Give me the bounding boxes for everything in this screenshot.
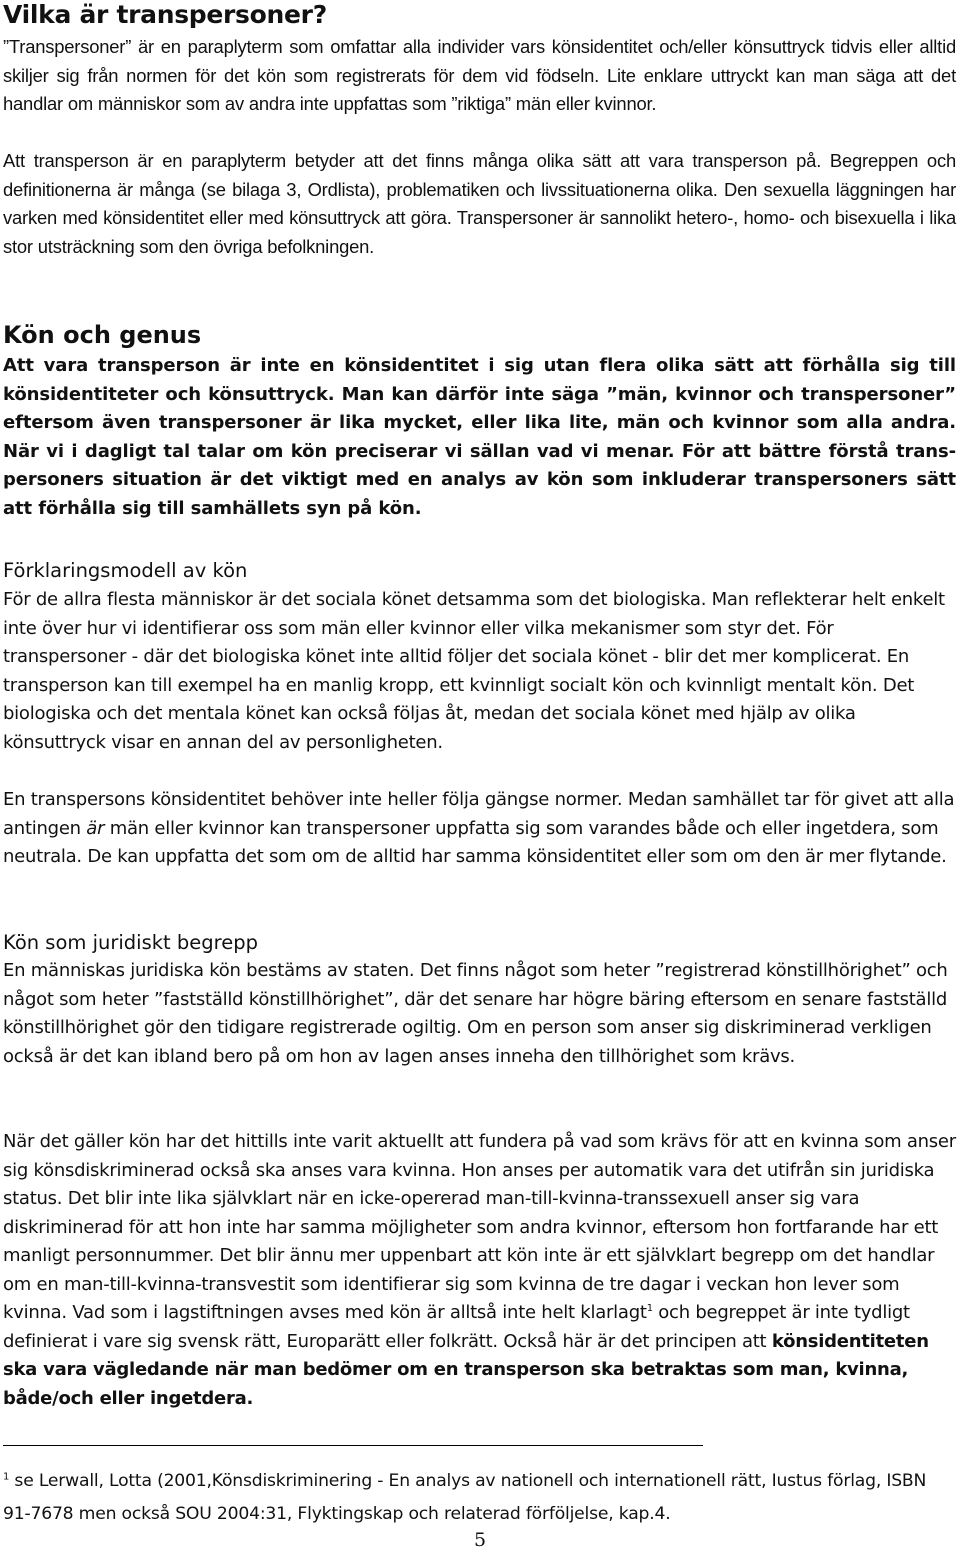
heading-kon-och-genus: Kön och genus [3, 321, 202, 349]
footnote-reference: 1 [646, 1303, 653, 1314]
juridiskt-paragraph-1: En människas juridiska kön bestäms av staten. Det finns något som heter ”registrerad könstillhörighet” och något som heter ”fastställd könstillhörighet”, där det senare har högre bäring eftersom en senare fastställd könstillhörighet gör den tidigare registrerade ogiltig. Om en person som anser sig diskriminerad verkligen också är det kan ibland bero på om hon av lagen anses inneha den tillhörighet som krävs. [3, 960, 948, 1067]
heading-juridiskt: Kön som juridiskt begrepp [3, 931, 258, 954]
kon-och-genus-paragraph: Att vara transperson är inte en könsidentitet i sig utan flera olika sätt att förhålla sig till könsidentiteter och könsuttryck. Man kan därför inte säga ”män, kvinnor och transpersoner” eftersom även transpersoner är lika mycket, eller lika lite, män och kvinnor som alla andra. När vi i dagligt tal talar om kön preciserar vi sällan vad vi menar. För att bättre förstå trans-personers situation är det viktigt med en analys av kön som inkluderar transpersoners sätt att förhålla sig till samhällets syn på kön. [3, 355, 956, 519]
forklaringsmodell-paragraph-1: För de allra flesta människor är det sociala könet detsamma som det biologiska. Man reflekterar helt enkelt inte över hur vi identifierar oss som män eller kvinnor eller vilka mekanismer som styr det. För transpersoner - där det biologiska könet inte alltid följer det sociala könet - blir det mer komplicerat. En transperson kan till exempel ha en manlig kropp, ett kvinnligt socialt kön och kvinnligt mentalt kön. Det biologiska och det mentala könet kan också följas åt, medan det sociala könet med hjälp av olika könsuttryck visar en annan del av personligheten. [3, 589, 945, 753]
intro-paragraph-1: ”Transpersoner” är en paraplyterm som omfattar alla individer vars könsidentitet och/eller könsuttryck tidvis eller alltid skiljer sig från normen för det kön som registrerats för dem vid födseln. Lite enklare uttryckt kan man säga att det handlar om människor som av andra inte uppfattas som ”riktiga” män eller kvinnor. [3, 36, 956, 115]
heading-forklaringsmodell: Förklaringsmodell av kön [3, 559, 248, 582]
footnote-divider [3, 1445, 703, 1446]
forklaringsmodell-paragraph-2: En transpersons könsidentitet behöver inte heller följa gängse normer. Medan samhället tar för givet att alla antingen är män eller kvinnor kan transpersoner uppfatta sig som varandes både och eller ingetdera, som neutrala. De kan uppfatta det som om de alltid har samma könsidentitet eller som om den är mer flytande. [3, 789, 955, 867]
footnote: $^1$ se Lerwall, Lotta (2001,Könsdiskriminering - En analys av nationell och internationell rätt, Iustus förlag, ISBN 91-7678 men också SOU 2004:31, Flyktingskap och relaterad förföljelse, kap.4. [3, 1471, 927, 1524]
juridiskt-paragraph-2: När det gäller kön har det hittills inte varit aktuellt att fundera på vad som krävs för att en kvinna som anser sig könsdiskriminerad också ska anses vara kvinna. Hon anses per automatik vara det utifrån sin juridiska status. Det blir inte lika självklart när en icke-opererad man-till-kvinna-transsexuell anser sig vara diskriminerad för att hon inte har samma möjligheter som andra kvinnor, eftersom hon fortfarande har ett manligt personnummer. Det blir ännu mer uppenbart att kön inte är ett självklart begrepp om det handlar om en man-till-kvinna-transvestit som identifierar sig som kvinna de tre dagar i veckan hon lever som kvinna. Vad som i lagstiftningen avses med kön är alltså inte helt klarlagt$^1$ och begreppet är inte tydligt definierat i vare sig svensk rätt, Europarätt eller folkrätt. Också här är det principen att könsidentiteten ska vara vägledande när man bedömer om en transperson ska betraktas som man, kvinna, både/och eller ingetdera. [3, 1131, 956, 1409]
page-number: 5 [473, 1529, 487, 1551]
page-title: Vilka är transpersoner? [3, 0, 327, 29]
intro-paragraph-2: Att transperson är en paraplyterm betyder att det finns många olika sätt att vara transperson på. Begreppen och definitionerna är många (se bilaga 3, Ordlista), problematiken och livssituationerna olika. Den sexuella läggningen har varken med könsidentitet eller med könsuttryck att göra. Transpersoner är sannolikt hetero-, homo- och bisexuella i lika stor utsträckning som den övriga befolkningen. [3, 150, 956, 258]
